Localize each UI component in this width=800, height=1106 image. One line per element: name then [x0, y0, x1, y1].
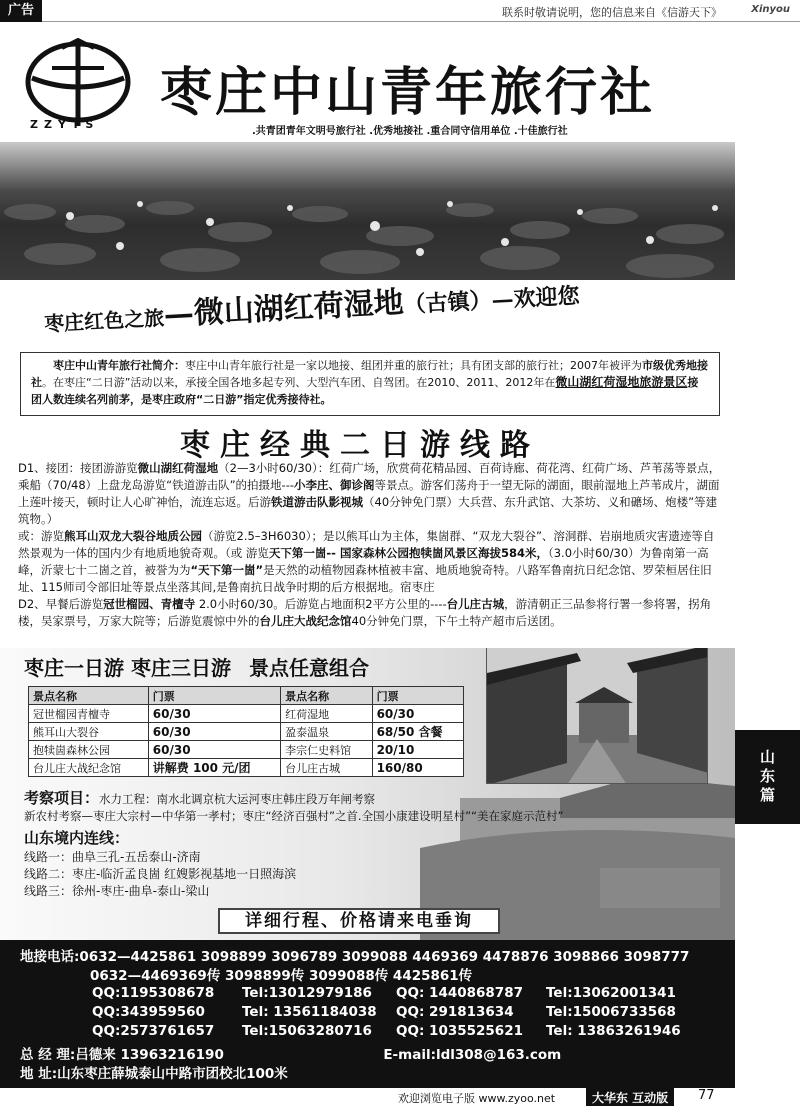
ticket-price: 60/30 — [148, 705, 280, 723]
shandong-routes — [24, 830, 296, 900]
tel-number: Tel: 13561184038 — [242, 1004, 377, 1020]
ticket-price: 讲解费 100 元/团 — [148, 759, 280, 777]
routes-heading: 山东境内连线： — [24, 829, 130, 847]
table-row — [29, 723, 464, 741]
qq-number: QQ: 291813634 — [396, 1004, 514, 1020]
phone-numbers: 0632—4425861 3098899 3096789 3099088 4469369 4478876 3098866 3098777 — [79, 949, 690, 965]
inspection-line: 水力工程：南水北调京杭大运河枣庄韩庄段万年闸考察 — [99, 792, 376, 806]
column-header: 景点名称 — [29, 687, 149, 705]
qq-number: QQ:2573761657 — [92, 1023, 215, 1039]
route-item: 线路一：曲阜三孔-五岳泰山-济南 — [24, 850, 201, 864]
qq-number: QQ: 1440868787 — [396, 985, 523, 1001]
qq-number: QQ:1195308678 — [92, 985, 215, 1001]
page-number: 77 — [698, 1088, 715, 1103]
spot-name: 台儿庄古城 — [281, 759, 372, 777]
logo-letters: ZZYTS — [30, 118, 100, 131]
combo-section — [0, 648, 735, 940]
region-tab-char: 东 — [759, 767, 775, 785]
ticket-price: 68/50 含餐 — [372, 723, 463, 741]
day2-text: ，游清朝正三品参将行署一参将署，拐角楼，吴家票号，万家大院等；后游览震惊中外的 — [18, 597, 712, 628]
region-tab-char: 篇 — [759, 786, 775, 804]
day1-spot: 小李庄、御诊阁 — [294, 478, 375, 492]
fax-row — [90, 964, 472, 984]
intro-text-1: 枣庄中山青年旅行社是一家以地接、组团并重的旅行社；具有团支部的旅行社；2007年被评为 — [185, 359, 642, 372]
tel-number: Tel:13012979186 — [242, 985, 372, 1001]
slogan-part-1: 枣庄红色之旅 — [43, 305, 165, 336]
column-header: 景点名称 — [281, 687, 372, 705]
column-header: 门票 — [372, 687, 463, 705]
spot-name: 台儿庄大战纪念馆 — [29, 759, 149, 777]
ad-tag: 广告 — [0, 0, 42, 22]
agency-header — [0, 22, 735, 142]
alt-text: （3.0小时60/30）为鲁南第一高峰，沂蒙七十二崮之首，被誉为为 — [18, 546, 709, 577]
region-tab — [735, 730, 800, 824]
day1-text: 等景点。游客们荡舟于一望无际的湖面，眼前湿地上芦苇成片，湖面上莲叶接天，顿时让人心旷神怡，流连忘返。后游 — [18, 478, 720, 509]
phone-row — [20, 945, 689, 965]
tel-number: Tel:15063280716 — [242, 1023, 372, 1039]
day1-paragraph — [18, 460, 722, 528]
email-label: E-mail: — [383, 1047, 436, 1063]
intro-bold-1: 市级优秀地接社 — [31, 359, 708, 389]
day1-spot: 铁道游击队影视城 — [271, 495, 363, 509]
address-row — [20, 1062, 288, 1082]
slogan-part-2: —微山湖红荷湿地 — [162, 285, 405, 333]
contact-block — [0, 940, 735, 1088]
day2-spot: 台儿庄古城 — [446, 597, 505, 611]
table-row — [29, 759, 464, 777]
spot-name: 红荷湿地 — [281, 705, 372, 723]
column-header: 门票 — [148, 687, 280, 705]
day2-paragraph — [18, 596, 722, 630]
combo-title-part-2: 景点任意组合 — [248, 656, 369, 680]
spot-name: 冠世榴园青檀寺 — [29, 705, 149, 723]
manager-row — [20, 1043, 561, 1063]
top-bar — [0, 0, 800, 22]
alt-spot: 天下第一崮-- 国家森林公园抱犊崮风景区海拔584米， — [268, 546, 548, 560]
ticket-price: 60/30 — [372, 705, 463, 723]
qq-number: QQ:343959560 — [92, 1004, 205, 1020]
address-label: 地 址: — [20, 1066, 58, 1082]
manager-label: 总 经 理: — [20, 1047, 76, 1063]
agency-intro — [20, 352, 720, 416]
phone-label: 地接电话: — [20, 949, 80, 965]
inspection-line: 新农村考察—枣庄大宗村—中华第一孝村；枣庄“经济百强村”之首.全国小康建设明星村”“美在家庭示范村” — [24, 809, 564, 823]
day2-spot: 台儿庄大战纪念馆 — [259, 614, 352, 628]
ticket-price: 60/30 — [148, 723, 280, 741]
ticket-price: 60/30 — [148, 741, 280, 759]
day1-text: D1、接团：接团游游览 — [18, 461, 138, 475]
website-link[interactable]: 欢迎浏览电子版 www.zyoo.net — [398, 1092, 556, 1105]
qq-row — [92, 985, 676, 1001]
intro-highlight: 微山湖红荷湿地旅游景区 — [555, 375, 688, 389]
spot-name: 抱犊崮森林公园 — [29, 741, 149, 759]
alt-text: 或：游览 — [18, 529, 64, 543]
route-item: 线路二：枣庄-临沂孟良崮 红嫂影视基地一日照海滨 — [24, 867, 297, 881]
alt-text: （游览2.5–3H6030）；是以熊耳山为主体，集崮群、“双龙大裂谷”、溶洞群、岩崩地质灾害遗迹等自然景观为一体的国内少有地质地貌奇观。（或 游览 — [18, 529, 715, 560]
ticket-price: 20/10 — [372, 741, 463, 759]
routes-title: 枣庄经典二日游线路 — [180, 428, 540, 463]
itinerary — [18, 460, 722, 630]
ancient-town-photo — [486, 648, 708, 784]
spot-name: 熊耳山大裂谷 — [29, 723, 149, 741]
alt-text: 是天然的动植物园森林植被丰富、地质地貌奇特。八路军鲁南抗日纪念馆、罗荣桓居住旧址、115师司令部旧址等景点坐落其间,是鲁南抗日战争时期的后方根据地。宿枣庄 — [18, 563, 712, 594]
intro-bold-2: 接团人数连续名列前茅，是枣庄政府“二日游”指定优秀接待社。 — [31, 376, 699, 406]
day2-spot: 冠世榴园、青檀寺 — [103, 597, 196, 611]
day1-text: （2—3小时60/30）：红荷广场，欣赏荷花精品园、百荷诗廊、荷花湾、红荷广场、芦苇荡等景点，乘船（70/48）上盘龙岛游览“铁道游击队”的拍摄地--- — [18, 461, 721, 492]
address: 山东枣庄薛城泰山中路市团校北100米 — [57, 1066, 288, 1082]
qq-number: QQ: 1035525621 — [396, 1023, 523, 1039]
magazine-logo: Xinyou — [751, 4, 790, 15]
tel-number: Tel: 13863261946 — [546, 1023, 681, 1039]
inquiry-banner: 详细行程、价格请来电垂询 — [218, 908, 500, 934]
manager-contact: 吕德来 13963216190 — [75, 1047, 224, 1063]
day2-text: 2.0小时60/30。后游览占地面积2平方公里的---- — [195, 597, 447, 611]
combo-title-part-1: 枣庄一日游 枣庄三日游 — [24, 656, 231, 680]
qq-row — [92, 1004, 676, 1020]
table-row — [29, 741, 464, 759]
day1-spot: 微山湖红荷湿地 — [137, 461, 219, 475]
source-note: 联系时敬请说明，您的信息来自《信游天下》 — [502, 6, 722, 19]
intro-lead: 枣庄中山青年旅行社简介： — [53, 359, 185, 372]
alternative-paragraph — [18, 528, 722, 596]
fax-numbers: 0632—4469369传 3098899传 3099088传 4425861传 — [90, 968, 473, 984]
section-brand: 大华东 互动版 — [586, 1088, 674, 1106]
inspection-label: 考察项目： — [24, 789, 100, 807]
spot-name: 盈泰温泉 — [281, 723, 372, 741]
route-item: 线路三：徐州-枣庄-曲阜-泰山-梁山 — [24, 884, 210, 898]
day2-text: 40分钟免门票，下午土特产超市后送团。 — [351, 614, 562, 628]
day1-text: （40分钟免门票）大兵营、东升武馆、大茶坊、义和礳场、炮楼”等建筑物。） — [18, 495, 718, 526]
region-tab-char: 山 — [759, 748, 775, 766]
tel-number: Tel:15006733568 — [546, 1004, 676, 1020]
email-address: ldl308@163.com — [435, 1047, 562, 1063]
ticket-price: 160/80 — [372, 759, 463, 777]
intro-text-2: 。在枣庄“二日游”活动以来，承接全国各地多起专列、大型汽车团、自驾团。在2010、2011、2012年在 — [42, 376, 556, 389]
day2-text: D2、早餐后游览 — [18, 597, 104, 611]
tel-number: Tel:13062001341 — [546, 985, 676, 1001]
inspection-projects — [24, 790, 563, 825]
combo-title — [24, 652, 369, 681]
price-table — [28, 686, 464, 777]
table-row — [29, 705, 464, 723]
spot-name: 李宗仁史料馆 — [281, 741, 372, 759]
alt-spot: “天下第一崮” — [190, 563, 264, 577]
slogan-part-4: —欢迎您 — [490, 282, 581, 314]
lotus-wetland-photo — [0, 142, 735, 280]
slogan-part-3: （古镇） — [403, 287, 493, 319]
alt-spot: 熊耳山双龙大裂谷地质公园 — [64, 529, 202, 543]
page-footer — [0, 1088, 800, 1106]
agency-honors: .共青团青年文明号旅行社 .优秀地接社 .重合同守信用单位 .十佳旅行社 — [252, 126, 568, 137]
qq-row — [92, 1023, 681, 1039]
agency-name: 枣庄中山青年旅行社 — [160, 62, 656, 123]
